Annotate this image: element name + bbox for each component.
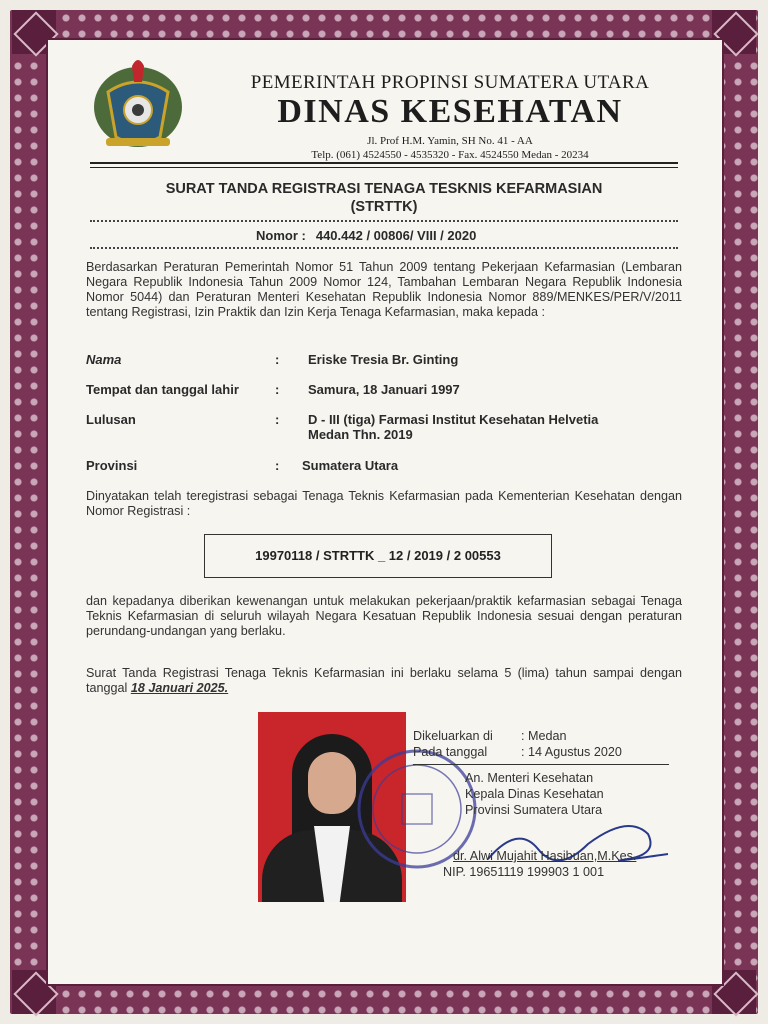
field-label: Tempat dan tanggal lahir [86,382,239,397]
field-label: Lulusan [86,412,136,427]
document-body [60,44,708,974]
signatory-name: dr. Alwi Mujahit Hasibuan,M.Kes. [453,849,637,863]
dotted-divider [90,220,678,222]
issued-date-value: : 14 Agustus 2020 [521,745,622,759]
issued-at-label: Dikeluarkan di [413,729,493,743]
number-label: Nomor : [256,228,306,243]
field-separator: : [275,412,280,427]
registered-paragraph: Dinyatakan telah teregistrasi sebagai Tenaga Teknis Kefarmasian pada Kementerian Kesehatan dengan Nomor Registrasi : [86,489,682,518]
document-title [80,180,688,216]
field-separator: : [275,382,280,397]
signatory-nip: NIP. 19651119 199903 1 001 [443,865,605,879]
field-value [308,412,688,442]
issued-date-label: Pada tanggal [413,745,488,759]
phone: Telp. (061) 4524550 - 4535320 - Fax. 4524550 Medan - 20234 [311,149,589,161]
validity-paragraph [86,666,682,696]
for-minister: An. Menteri Kesehatan [465,771,594,785]
government-name: PEMERINTAH PROPINSI SUMATERA UTARA [250,72,650,93]
department-name: DINAS KESEHATAN [277,93,623,130]
title-line: SURAT TANDA REGISTRASI TENAGA TESKNIS KEFARMASIAN [165,181,603,197]
issued-at-value: : Medan [521,729,567,743]
validity-text: Surat Tanda Registrasi Tenaga Teknis Kefarmasian ini berlaku selama 5 (lima) tahun sampai dengan tanggal [86,666,682,695]
office-province: Provinsi Sumatera Utara [465,803,603,817]
number-value: 440.442 / 00806/ VIII / 2020 [315,228,477,243]
registration-number: 19970118 / STRTTK _ 12 / 2019 / 2 00553 [255,548,501,563]
header-rule [90,162,678,164]
header-rule [90,167,678,168]
field-value-line: D - III (tiga) Farmasi Institut Kesehatan Helvetia [308,412,599,427]
registration-number-box [204,534,552,578]
head-of-office: Kepala Dinas Kesehatan [465,787,604,801]
field-value-line: Medan Thn. 2019 [308,427,413,442]
field-value: Eriske Tresia Br. Ginting [308,352,459,367]
issuance-rule [413,764,669,765]
field-separator: : [275,458,280,473]
issued-at [413,728,567,744]
field-value: Samura, 18 Januari 1997 [308,382,460,397]
field-label: Provinsi [86,458,138,473]
provincial-emblem-icon [88,52,188,152]
authority-paragraph: dan kepadanya diberikan kewenangan untuk melakukan pekerjaan/praktik kefarmasian sebagai Tenaga Teknis Kefarmasian di seluruh wilayah Negara Kesatuan Republik Indonesia sesuai dengan peraturan perundang-undangan yang berlaku. [86,594,682,638]
field-label: Nama [86,352,122,367]
letterhead [200,72,700,161]
title-line: (STRTTK) [350,199,418,215]
issued-date [413,744,622,760]
address: Jl. Prof H.M. Yamin, SH No. 41 - AA [367,135,533,147]
dotted-divider [90,247,678,249]
document-number [256,228,476,243]
field-value: Sumatera Utara [302,458,399,473]
field-separator: : [275,352,280,367]
validity-date: 18 Januari 2025. [130,681,229,695]
intro-paragraph: Berdasarkan Peraturan Pemerintah Nomor 51 Tahun 2009 tentang Pekerjaan Kefarmasian (Lembaran Negara Republik Indonesia Tahun 2009 Nomor 124, Tambahan Lembaran Negara Republik Indonesia Nomor 5044) dan Peraturan Menteri Kesehatan Republik Indonesia Nomor 889/MENKES/PER/V/2011 tentang Registrasi, Izin Praktik dan Izin Kerja Tenaga Kefarmasian, maka kepada : [86,260,682,319]
